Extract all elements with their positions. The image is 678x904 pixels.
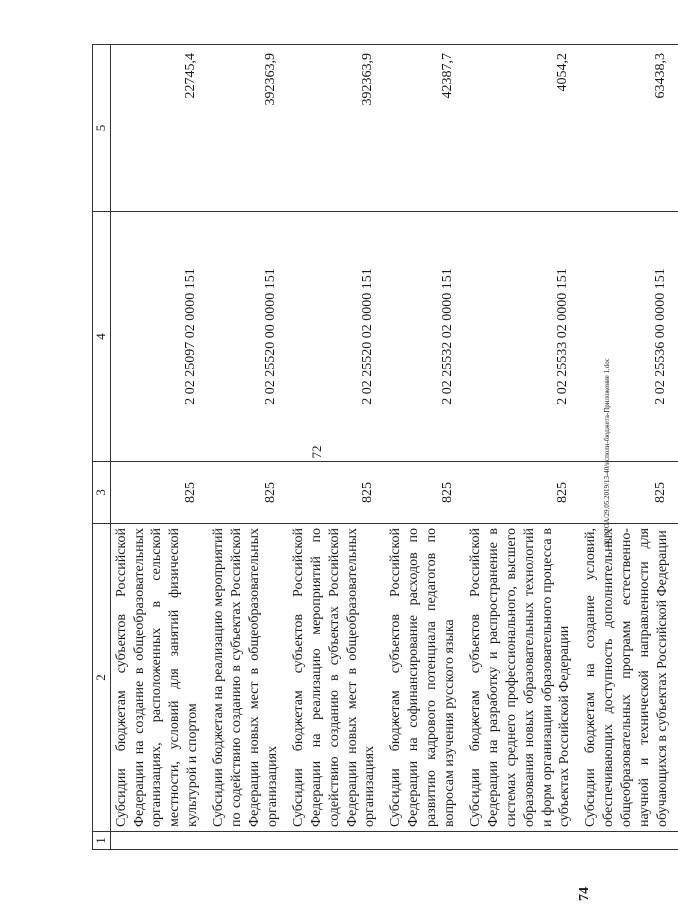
table-row xyxy=(385,45,465,850)
amount-cell: 392363,9 xyxy=(208,45,288,212)
budget-code-cell: 2 02 25532 02 0000 151 xyxy=(385,212,465,462)
admin-code-cell: 825 xyxy=(465,462,580,524)
row-number-cell xyxy=(288,832,386,850)
table-row xyxy=(110,45,208,850)
amount-cell: 22745,4 xyxy=(110,45,208,212)
amount-cell: 63438,3 xyxy=(580,45,678,212)
budget-code-cell: 2 02 25533 02 0000 151 xyxy=(465,212,580,462)
header-col-5: 5 xyxy=(93,45,111,212)
amount-cell: 392363,9 xyxy=(288,45,386,212)
table-row xyxy=(208,45,288,850)
header-col-2: 2 xyxy=(93,524,111,832)
budget-table xyxy=(92,44,678,850)
page-number: 72 xyxy=(309,445,324,459)
budget-code-cell: 2 02 25097 02 0000 151 xyxy=(110,212,208,462)
description-cell: Субсидии бюджетам субъектов Российской Федерации на разработку и распространение в системах среднего профессионального, высшего образования новых образовательных технологий и форм организации образовательного процесса в субъектах Российской Федерации xyxy=(465,524,580,832)
description-cell: Субсидии бюджетам субъектов Российской Федерации на реализацию мероприятий по содействию созданию в субъектах Российской Федерации новых мест в общеобразовательных организациях xyxy=(288,524,386,832)
description-cell: Субсидии бюджетам субъектов Российской Федерации на создание в общеобразовательных организациях, расположенных в сельской местности, условий для занятий физической культурой и спортом xyxy=(110,524,208,832)
budget-code-cell: 2 02 25520 00 0000 151 xyxy=(208,212,288,462)
header-col-1: 1 xyxy=(93,832,111,850)
header-col-3: 3 xyxy=(93,462,111,524)
corner-page-number: 74 xyxy=(577,887,592,901)
budget-code-cell: 2 02 25536 00 0000 151 xyxy=(580,212,678,462)
admin-code-cell: 825 xyxy=(288,462,386,524)
admin-code-cell: 825 xyxy=(110,462,208,524)
table-header-row xyxy=(93,45,111,850)
description-cell: Субсидии бюджетам на реализацию мероприятий по содействию созданию в субъектах Российской Федерации новых мест в общеобразовательных организациях xyxy=(208,524,288,832)
admin-code-cell: 825 xyxy=(208,462,288,524)
description-cell: Субсидии бюджетам на создание условий, обеспечивающих доступность дополнительных общеобразовательных программ естественно-научной и технической направленности для обучающихся в субъектах Российской Федерации xyxy=(580,524,678,832)
table-row xyxy=(465,45,580,850)
amount-cell: 42387,7 xyxy=(385,45,465,212)
description-cell: Субсидии бюджетам субъектов Российской Федерации на софинансирование расходов по развитию кадрового потенциала педагогов по вопросам изучения русского языка xyxy=(385,524,465,832)
admin-code-cell: 825 xyxy=(385,462,465,524)
row-number-cell xyxy=(208,832,288,850)
file-footer: 20 3/ЗОА/29.05.2019/13-40/исполн-бюджета-Приложение 1.doc xyxy=(603,358,611,546)
table-row xyxy=(580,45,678,850)
table-row xyxy=(288,45,386,850)
row-number-cell xyxy=(465,832,580,850)
row-number-cell xyxy=(110,832,208,850)
row-number-cell xyxy=(580,832,678,850)
admin-code-cell: 825 xyxy=(580,462,678,524)
header-col-4: 4 xyxy=(93,212,111,462)
budget-code-cell: 2 02 25520 02 0000 151 xyxy=(288,212,386,462)
amount-cell: 4054,2 xyxy=(465,45,580,212)
row-number-cell xyxy=(385,832,465,850)
